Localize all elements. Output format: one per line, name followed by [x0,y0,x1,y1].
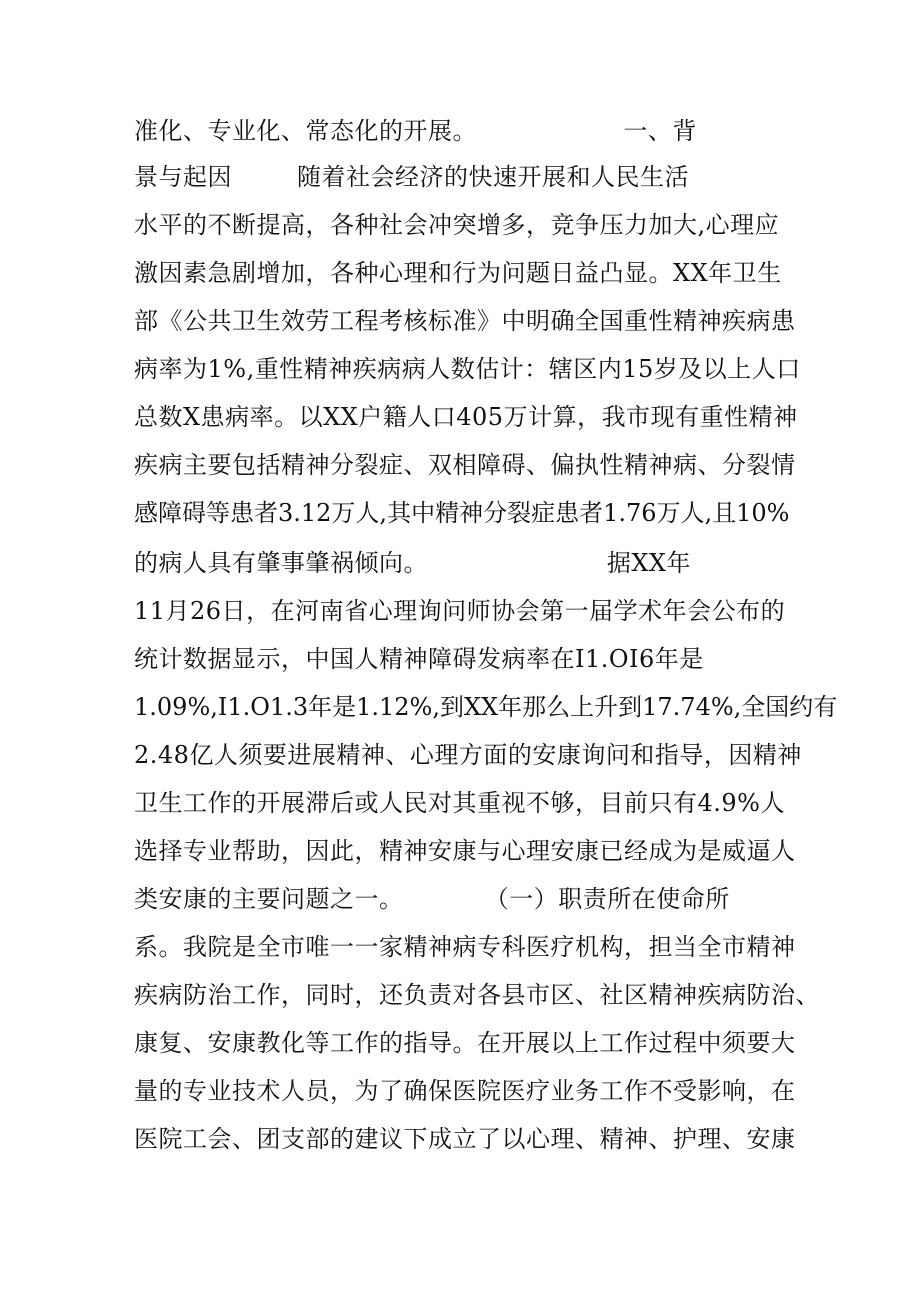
text-line: 部《公共卫生效劳工程考核标准》中明确全国重性精神疾病患 [134,307,796,335]
text-line: 统计数据显示，中国人精神障碍发病率在I1.OI6年是 [134,645,704,673]
text-line: 2.48亿人须要进展精神、心理方面的安康询问和指导，因精神 [134,741,802,769]
text-line: 疾病防治工作，同时，还负责对各县市区、社区精神疾病防治、 [134,981,820,1009]
text-line: 疾病主要包括精神分裂症、双相障碍、偏执性精神病、分裂情 [134,451,796,479]
text-line: 1.09%,I1.O1.3年是1.12%,到XX年那么上升到17.74%,全国约有 [134,693,838,721]
text-line: 11月26日，在河南省心理询问师协会第一届学术年会公布的 [134,597,786,625]
text-line: 量的专业技术人员，为了确保医院医疗业务工作不受影响，在 [134,1077,796,1105]
text-line: 水平的不断提高，各种社会冲突增多，竞争压力加大,心理应 [134,211,780,239]
text-line: 准化、专业化、常态化的开展。 一、背 [134,117,697,145]
text-line: 病率为1%,重性精神疾病病人数估计：辖区内15岁及以上人口 [134,355,801,383]
text-line: 类安康的主要问题之一。 （一）职责所在使命所 [134,885,730,913]
text-line: 康复、安康教化等工作的指导。在开展以上工作过程中须要大 [134,1029,796,1057]
text-line: 总数X患病率。以XX户籍人口405万计算，我市现有重性精神 [134,403,798,431]
text-line: 医院工会、团支部的建议下成立了以心理、精神、护理、安康 [134,1125,796,1153]
text-line: 景与起因 随着社会经济的快速开展和人民生活 [134,163,690,191]
text-line: 选择专业帮助，因此，精神安康与心理安康已经成为是威逼人 [134,837,796,865]
text-line: 激因素急剧增加，各种心理和行为问题日益凸显。XX年卫生 [134,259,782,287]
text-line: 的病人具有肇事肇祸倾向。 据XX年 [134,549,692,577]
text-line: 感障碍等患者3.12万人,其中精神分裂症患者1.76万人,且10% [134,499,790,527]
text-line: 卫生工作的开展滞后或人民对其重视不够，目前只有4.9%人 [134,789,785,817]
text-line: 系。我院是全市唯一一家精神病专科医疗机构，担当全市精神 [134,933,796,961]
